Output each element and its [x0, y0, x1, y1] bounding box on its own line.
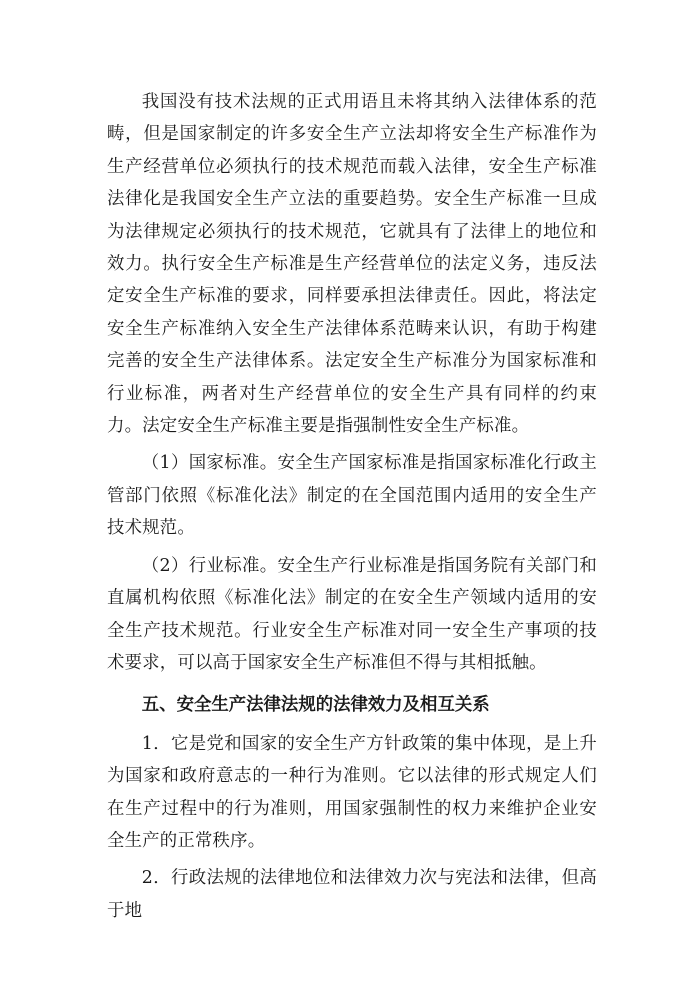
- document-page: [107, 86, 597, 927]
- paragraph-item-1: 1．它是党和国家的安全生产方针政策的集中体现，是上升为国家和政府意志的一种行为准则。它以法律的形式规定人们在生产过程中的行为准则，用国家强制性的权力来维护企业安全生产的正常秩序。: [107, 733, 597, 851]
- paragraph-industry-standard: （2）行业标准。安全生产行业标准是指国务院有关部门和直属机构依照《标准化法》制定的在安全生产领域内适用的安全生产技术规范。行业安全生产标准对同一安全生产事项的技术要求，可以高于国家安全生产标准但不得与其相抵触。: [107, 555, 597, 673]
- section-heading: 五、安全生产法律法规的法律效力及相互关系: [141, 695, 490, 716]
- paragraph-technical-regulations: 我国没有技术法规的正式用语且未将其纳入法律体系的范畴，但是国家制定的许多安全生产立法却将安全生产标准作为生产经营单位必须执行的技术规范而载入法律，安全生产标准法律化是我国安全生产立法的重要趋势。安全生产标准一旦成为法律规定必须执行的技术规范，它就具有了法律上的地位和效力。执行安全生产标准是生产经营单位的法定义务，违反法定安全生产标准的要求，同样要承担法律责任。因此，将法定安全生产标准纳入安全生产法律体系范畴来认识，有助于构建完善的安全生产法律体系。法定安全生产标准分为国家标准和行业标准，两者对生产经营单位的安全生产具有同样的约束力。法定安全生产标准主要是指强制性安全生产标准。: [107, 92, 597, 437]
- paragraph-national-standard: （1）国家标准。安全生产国家标准是指国家标准化行政主管部门依照《标准化法》制定的在全国范围内适用的安全生产技术规范。: [107, 453, 597, 539]
- paragraph-item-2: 2．行政法规的法律地位和法律效力次与宪法和法律，但高于地: [107, 868, 597, 921]
